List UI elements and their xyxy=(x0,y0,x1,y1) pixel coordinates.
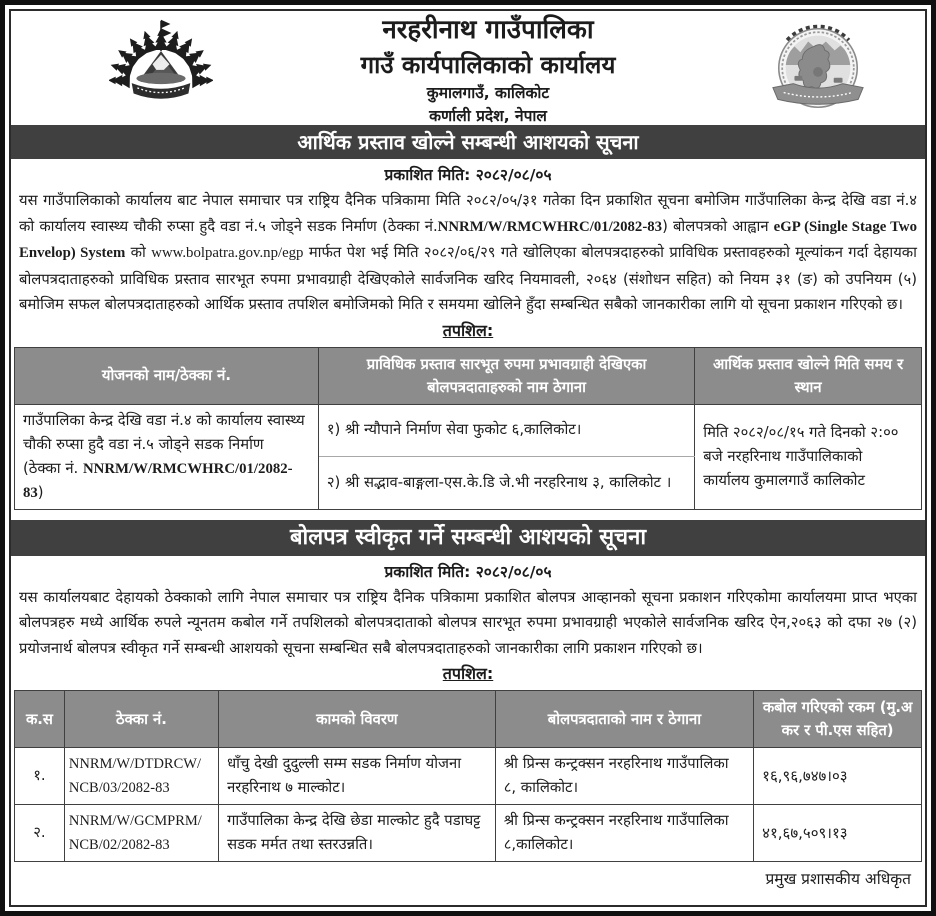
col-project-name-header: योजनको नाम/ठेक्का नं. xyxy=(15,347,319,404)
municipality-seal-icon xyxy=(763,17,873,123)
contract-number: NNRM/W/RMCWHRC/01/2082-83 xyxy=(23,460,293,501)
project-name: गाउँपालिका केन्द्र देखि वडा नं.४ को कार्यालय स्वास्थ्य चौकी रुप्सा हुदै वडा नं.५ जोड्ने सडक निर्माण xyxy=(23,411,305,453)
notice2-body: यस कार्यालयबाट देहायको ठेक्काको लागि नेपाल समाचार पत्र राष्ट्रिय दैनिक पत्रिकामा प्रकाशित बोलपत्र आव्हानको सूचना प्रकाशन गरिएकोमा कार्यालयमा प्राप्त भएका बोलपत्रहरु मध्ये आर्थिक रुपले न्यूनतम कबोल गर्ने तपशिलको बोलपत्रदाताको बोलपत्र सारभूत रुपमा प्रभावग्राही भएकोले सार्वजनिक खरिद ऐन,२०६३ को दफा २७ (२) प्रयोजनार्थ बोलपत्र स्वीकृत गर्ने सम्बन्धी आशयको सूचना सम्बन्धित सबै बोलपत्रदाताहरुको जानकारीका लागि प्रकाशन गरिएको छ। xyxy=(19,588,917,657)
table-row xyxy=(15,805,922,862)
col-opening-datetime-header: आर्थिक प्रस्ताव खोल्ने मिति समय र स्थान xyxy=(695,347,922,404)
project-contract-line: (ठेक्का नं. NNRM/W/RMCWHRC/01/2082-83) xyxy=(23,459,293,501)
opening-detail-cell: मिति २०८२/०८/१५ गते दिनको २:०० बजे नरहरिनाथ गाउँपालिकाको कार्यालय कुमालगाउँ कालिकोट xyxy=(695,404,922,509)
contract-no-cell: NNRM/W/DTDRCW/ NCB/03/2082-83 xyxy=(64,748,218,805)
region-line: कर्णाली प्रदेश, नेपाल xyxy=(429,107,547,125)
notice1-body-text: यस गाउँपालिकाको कार्यालय बाट नेपाल समाचार पत्र राष्ट्रिय दैनिक पत्रिकामा मिति २०८२/०५/३१ गतेका दिन प्रकाशित सूचना बमोजिम गाउँपालिका केन्द्र देखि वडा नं.४ को कार्यालय स्वास्थ्य चौकी रुप्सा हुदै वडा नं.५ जोड्ने सडक निर्माण (ठेक्का नं. xyxy=(19,192,917,235)
col-bidder-name-header: बोलपत्रदाताको नाम र ठेगाना xyxy=(495,691,753,748)
notice1-body-text: ) बोलपत्रको आह्वान xyxy=(662,217,774,235)
col-quoted-amount-header: कबोल गरिएको रकम (मु.अ कर र पी.एस सहित) xyxy=(754,691,922,748)
table-header-row xyxy=(15,691,922,748)
col-qualified-bidders-header: प्राविधिक प्रस्ताव सारभूत रुपमा प्रभावग्राही देखिएका बोलपत्रदाताहरुको नाम ठेगाना xyxy=(318,347,694,404)
quoted-amount-cell: ४१,६७,५०९।१३ xyxy=(754,805,922,862)
work-description-cell: धाँचु देखी दुदुल्ली सम्म सडक निर्माण योजना नरहरिनाथ ७ माल्कोट। xyxy=(219,748,496,805)
contract-no-cell: NNRM/W/GCMPRM/ NCB/02/2082-83 xyxy=(64,805,218,862)
notice1-title-bar: आर्थिक प्रस्ताव खोल्ने सम्बन्धी आशयको सूचना xyxy=(11,125,925,159)
col-contract-no-header: ठेक्का नं. xyxy=(64,691,218,748)
project-cell xyxy=(15,404,319,509)
bidder2-cell: २) श्री सद्भाव-बाङ्गला-एस.के.डि जे.भी नरहरिनाथ ३, कालिकोट । xyxy=(318,457,694,510)
nepal-emblem-icon xyxy=(109,17,213,123)
quoted-amount-cell: १६,९६,७४७।०३ xyxy=(754,748,922,805)
table-header-row xyxy=(15,347,922,404)
col-work-description-header: कामको विवरण xyxy=(219,691,496,748)
notice2-published-date: प्रकाशित मिति: २०८२/०८/०५ xyxy=(384,562,552,581)
signatory-title: प्रमुख प्रशासकीय अधिकृत xyxy=(765,870,911,888)
bidder1-cell: १) श्री न्यौपाने निर्माण सेवा फुकोट ६,कालिकोट। xyxy=(318,404,694,457)
letterhead-text xyxy=(213,12,763,128)
bid-acceptance-table xyxy=(14,690,922,862)
notice1-contract-number: NNRM/W/RMCWHRC/01/2082-83 xyxy=(437,218,663,235)
document-inner-frame xyxy=(9,9,927,907)
municipality-name: नरहरीनाथ गाउँपालिका xyxy=(382,15,594,45)
notice2-title-bar: बोलपत्र स्वीकृत गर्ने सम्बन्धी आशयको सूचना xyxy=(11,520,925,556)
table-row xyxy=(15,748,922,805)
notice1-body-text: मार्फत पेश भई मिति २०८२/०६/२९ गते खोलिएका बोलपत्रदाहरुको प्राविधिक प्रस्तावहरुको मूल्यांकन गर्दा देहायका बोलपत्रदाताहरुको प्राविधिक प्रस्ताव सारभूत रुपमा प्रभावग्राही देखिएकोले सार्वजनिक खरिद नियमावली, २०६४ (संशोधन सहित) को नियम ३१ (ङ) को उपनियम (५) बमोजिम सफल बोलपत्रदाताहरुको आर्थिक प्रस्ताव तपशिल बमोजिमको मिति र समयमा खोलिने हुँदा सम्बन्धित सबैको जानकारीका लागि यो सूचना प्रकाशन गरिएको छ। xyxy=(19,244,918,313)
notice1-body xyxy=(19,188,917,318)
bidder-name-cell: श्री प्रिन्स कन्ट्रक्सन नरहरिनाथ गाउँपालिका ८,कालिकोट। xyxy=(495,805,753,862)
serial-cell: १. xyxy=(15,748,65,805)
notice1-published-date: प्रकाशित मिति: २०८२/०८/०५ xyxy=(384,166,552,184)
work-description-cell: गाउँपालिका केन्द्र देखि छेडा माल्कोट हुदै पडाघट्ट सडक मर्मत तथा स्तरउन्नति। xyxy=(219,805,496,862)
address-line: कुमालगाउँ, कालिकोट xyxy=(426,84,550,102)
col-serial-header: क.स xyxy=(15,691,65,748)
table-row xyxy=(15,404,922,457)
notice1-tapasil-heading: तपशिल: xyxy=(442,320,494,340)
notice1-body-text: को xyxy=(125,244,152,261)
office-name: गाउँ कार्यपालिकाको कार्यालय xyxy=(360,51,616,79)
bidder-name-cell: श्री प्रिन्स कन्ट्रक्सन नरहरिनाथ गाउँपालिका ८, कालिकोट। xyxy=(495,748,753,805)
financial-proposal-opening-table xyxy=(14,347,922,510)
notice1-egp-system-label: eGP (Single Stage Two Envelop) System xyxy=(19,218,917,261)
serial-cell: २. xyxy=(15,805,65,862)
notice2-tapasil-heading: तपशिल: xyxy=(442,664,494,683)
bolpatra-url-text: www.bolpatra.gov.np/egp xyxy=(151,245,304,261)
letterhead xyxy=(11,11,925,125)
